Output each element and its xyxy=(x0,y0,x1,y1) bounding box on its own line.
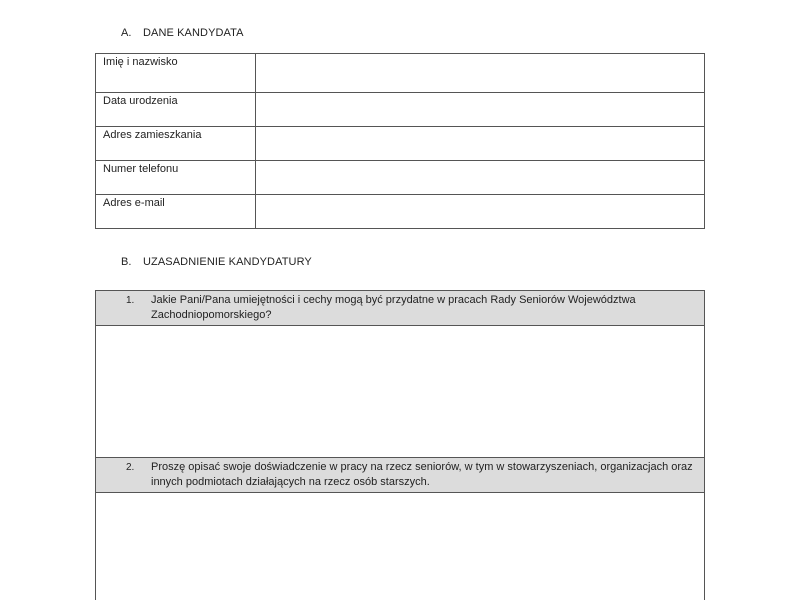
justification-table xyxy=(95,290,705,600)
row-label-name: Imię i nazwisko xyxy=(96,54,256,93)
address-field[interactable] xyxy=(256,127,705,161)
phone-field[interactable] xyxy=(256,161,705,195)
question-2-text: Proszę opisać swoje doświadczenie w pracy na rzecz seniorów, w tym w stowarzyszeniach, organizacjach oraz innych podmiotach działających na rzecz osób starszych. xyxy=(151,461,693,488)
answer-2-field[interactable] xyxy=(96,493,705,600)
table-row xyxy=(96,195,705,229)
question-1-number: 1. xyxy=(126,295,135,306)
row-label-birthdate: Data urodzenia xyxy=(96,93,256,127)
answer-1-field[interactable] xyxy=(96,326,705,458)
section-a-title: DANE KANDYDATA xyxy=(143,27,244,39)
row-label-email: Adres e-mail xyxy=(96,195,256,229)
row-label-phone: Numer telefonu xyxy=(96,161,256,195)
section-b-letter: B. xyxy=(121,256,132,268)
table-row xyxy=(96,93,705,127)
section-a-letter: A. xyxy=(121,27,132,39)
table-row xyxy=(96,127,705,161)
question-row xyxy=(96,458,705,493)
question-1-text: Jakie Pani/Pana umiejętności i cechy mogą być przydatne w pracach Rady Seniorów Województwa Zachodniopomorskiego? xyxy=(151,294,636,321)
question-1 xyxy=(96,291,705,326)
candidate-data-table xyxy=(95,53,705,229)
email-field[interactable] xyxy=(256,195,705,229)
section-b-title: UZASADNIENIE KANDYDATURY xyxy=(143,256,312,268)
question-2-number: 2. xyxy=(126,462,135,473)
question-row xyxy=(96,291,705,326)
question-2 xyxy=(96,458,705,493)
answer-row xyxy=(96,493,705,600)
table-row xyxy=(96,54,705,93)
name-field[interactable] xyxy=(256,54,705,93)
answer-row xyxy=(96,326,705,458)
section-a-heading xyxy=(121,27,244,39)
birthdate-field[interactable] xyxy=(256,93,705,127)
row-label-address: Adres zamieszkania xyxy=(96,127,256,161)
table-row xyxy=(96,161,705,195)
section-b-heading xyxy=(121,256,312,268)
